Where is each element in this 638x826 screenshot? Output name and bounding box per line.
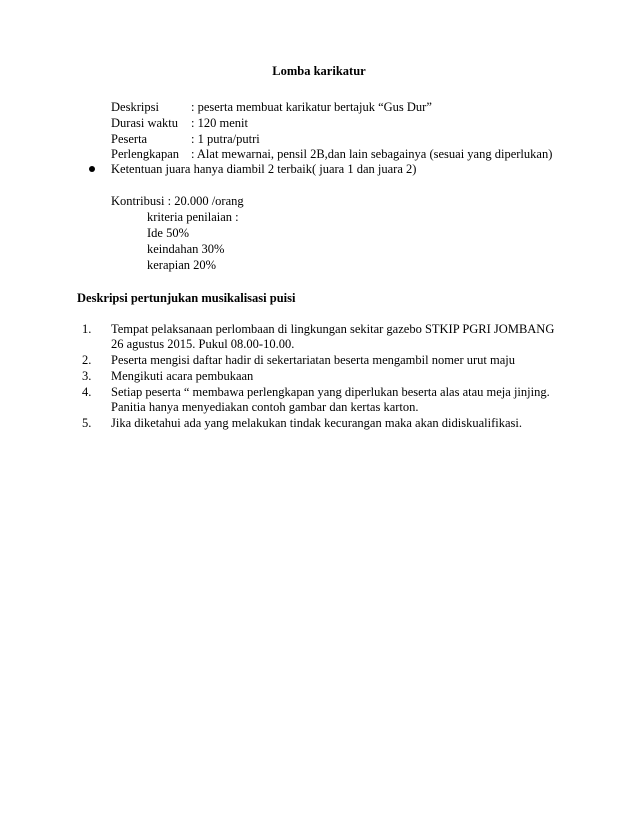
detail-value-perlengkapan: : Alat mewarnai, pensil 2B,dan lain sebagainya (sesuai yang diperlukan): [191, 147, 553, 161]
kontribusi-text: Kontribusi : 20.000 /orang: [111, 194, 244, 208]
list-item-line: Panitia hanya menyediakan contoh gambar dan kertas karton.: [111, 400, 419, 414]
list-item-number: 5.: [82, 416, 92, 430]
list-item-line: Mengikuti acara pembukaan: [111, 369, 254, 383]
kriteria-item: Ide 50%: [147, 226, 189, 240]
detail-label-perlengkapan: Perlengkapan: [111, 147, 180, 161]
list-item-line: Jika diketahui ada yang melakukan tindak kecurangan maka akan didiskualifikasi.: [111, 416, 522, 430]
kriteria-item: kerapian 20%: [147, 258, 217, 272]
kriteria-heading: kriteria penilaian :: [147, 210, 239, 224]
detail-value-deskripsi: : peserta membuat karikatur bertajuk “Gus Dur”: [191, 100, 432, 114]
kriteria-item: keindahan 30%: [147, 242, 225, 256]
section-heading: Deskripsi pertunjukan musikalisasi puisi: [77, 291, 296, 305]
list-item-number: 4.: [82, 385, 92, 399]
bullet-item-ketentuan: Ketentuan juara hanya diambil 2 terbaik( juara 1 dan juara 2): [111, 162, 417, 176]
list-item-line: Setiap peserta “ membawa perlengkapan yang diperlukan beserta alas atau meja jinjing.: [111, 385, 550, 399]
page-title: Lomba karikatur: [272, 64, 366, 78]
detail-value-durasi: : 120 menit: [191, 116, 248, 130]
detail-label-durasi: Durasi waktu: [111, 116, 178, 130]
list-item-number: 1.: [82, 322, 92, 336]
list-item-line: 26 agustus 2015. Pukul 08.00-10.00.: [111, 337, 295, 351]
list-item-number: 2.: [82, 353, 92, 367]
bullet-dot-icon: [89, 166, 95, 172]
list-item-number: 3.: [82, 369, 92, 383]
detail-label-deskripsi: Deskripsi: [111, 100, 159, 114]
list-item-line: Tempat pelaksanaan perlombaan di lingkungan sekitar gazebo STKIP PGRI JOMBANG: [111, 322, 555, 336]
list-item-line: Peserta mengisi daftar hadir di sekertariatan beserta mengambil nomer urut maju: [111, 353, 516, 367]
detail-value-peserta: : 1 putra/putri: [191, 132, 260, 146]
detail-label-peserta: Peserta: [111, 132, 148, 146]
